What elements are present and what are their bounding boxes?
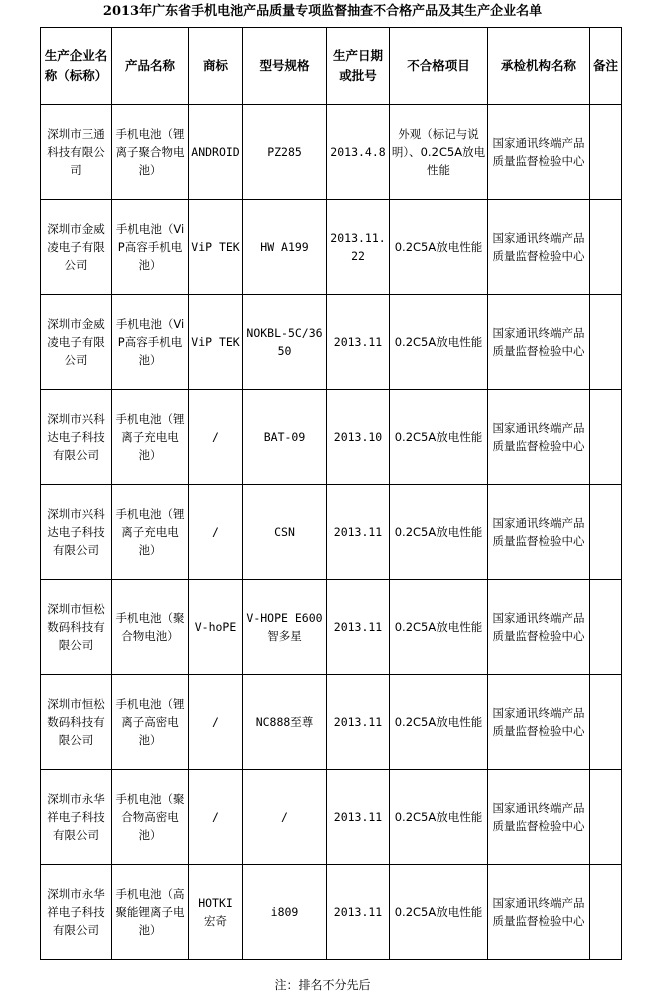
company-cell: 深圳市金威凌电子有限公司 — [41, 200, 112, 295]
defect-cell: 0.2C5A放电性能 — [390, 295, 488, 390]
brand-cell: ANDROID — [189, 105, 243, 200]
table-row — [41, 770, 622, 865]
company-cell: 深圳市恒松数码科技有限公司 — [41, 580, 112, 675]
remark-cell — [590, 295, 622, 390]
brand-cell: ViP TEK — [189, 295, 243, 390]
remark-cell — [590, 580, 622, 675]
agency-cell: 国家通讯终端产品质量监督检验中心 — [488, 865, 590, 960]
company-cell: 深圳市兴科达电子科技有限公司 — [41, 390, 112, 485]
model-cell: i809 — [243, 865, 327, 960]
remark-cell — [590, 200, 622, 295]
model-cell: BAT-09 — [243, 390, 327, 485]
date-cell: 2013.11 — [327, 770, 390, 865]
defect-cell: 0.2C5A放电性能 — [390, 200, 488, 295]
table-row — [41, 295, 622, 390]
remark-cell — [590, 675, 622, 770]
brand-cell: V-hoPE — [189, 580, 243, 675]
product-cell: 手机电池（锂离子聚合物电池） — [112, 105, 189, 200]
date-cell: 2013.11 — [327, 675, 390, 770]
remark-cell — [590, 770, 622, 865]
header-defect: 不合格项目 — [390, 28, 488, 105]
defect-cell: 0.2C5A放电性能 — [390, 485, 488, 580]
header-brand: 商标 — [189, 28, 243, 105]
brand-cell: / — [189, 770, 243, 865]
product-cell: 手机电池（锂离子充电电池） — [112, 485, 189, 580]
agency-cell: 国家通讯终端产品质量监督检验中心 — [488, 675, 590, 770]
header-date: 生产日期或批号 — [327, 28, 390, 105]
model-cell: CSN — [243, 485, 327, 580]
company-cell: 深圳市永华祥电子科技有限公司 — [41, 770, 112, 865]
agency-cell: 国家通讯终端产品质量监督检验中心 — [488, 580, 590, 675]
brand-cell: ViP TEK — [189, 200, 243, 295]
model-cell: NOKBL-5C/3650 — [243, 295, 327, 390]
remark-cell — [590, 105, 622, 200]
product-cell: 手机电池（锂离子充电电池） — [112, 390, 189, 485]
table-row — [41, 390, 622, 485]
defect-cell: 外观（标记与说明）、0.2C5A放电性能 — [390, 105, 488, 200]
table-row — [41, 485, 622, 580]
company-cell: 深圳市金威凌电子有限公司 — [41, 295, 112, 390]
company-cell: 深圳市恒松数码科技有限公司 — [41, 675, 112, 770]
date-cell: 2013.11 — [327, 580, 390, 675]
product-cell: 手机电池（ViP高容手机电池） — [112, 200, 189, 295]
defect-cell: 0.2C5A放电性能 — [390, 770, 488, 865]
header-model: 型号规格 — [243, 28, 327, 105]
table-row — [41, 200, 622, 295]
model-cell: HW A199 — [243, 200, 327, 295]
company-cell: 深圳市三通科技有限公司 — [41, 105, 112, 200]
product-cell: 手机电池（锂离子高密电池） — [112, 675, 189, 770]
model-cell: V-HOPE E600智多星 — [243, 580, 327, 675]
defect-cell: 0.2C5A放电性能 — [390, 865, 488, 960]
agency-cell: 国家通讯终端产品质量监督检验中心 — [488, 105, 590, 200]
date-cell: 2013.11 — [327, 865, 390, 960]
footnote: 注：排名不分先后 — [274, 978, 371, 992]
table-row — [41, 865, 622, 960]
agency-cell: 国家通讯终端产品质量监督检验中心 — [488, 770, 590, 865]
noncompliant-products-table — [40, 27, 622, 960]
agency-cell: 国家通讯终端产品质量监督检验中心 — [488, 485, 590, 580]
brand-cell: HOTKI 宏奇 — [189, 865, 243, 960]
brand-cell: / — [189, 390, 243, 485]
defect-cell: 0.2C5A放电性能 — [390, 675, 488, 770]
company-cell: 深圳市永华祥电子科技有限公司 — [41, 865, 112, 960]
date-cell: 2013.11.22 — [327, 200, 390, 295]
agency-cell: 国家通讯终端产品质量监督检验中心 — [488, 390, 590, 485]
brand-cell: / — [189, 675, 243, 770]
remark-cell — [590, 390, 622, 485]
brand-cell: / — [189, 485, 243, 580]
remark-cell — [590, 485, 622, 580]
document-title: 2013年广东省手机电池产品质量专项监督抽查不合格产品及其生产企业名单 — [102, 4, 543, 19]
date-cell: 2013.4.8 — [327, 105, 390, 200]
model-cell: PZ285 — [243, 105, 327, 200]
header-company: 生产企业名称（标称） — [41, 28, 112, 105]
header-product: 产品名称 — [112, 28, 189, 105]
agency-cell: 国家通讯终端产品质量监督检验中心 — [488, 295, 590, 390]
product-cell: 手机电池（高聚能锂离子电池） — [112, 865, 189, 960]
product-cell: 手机电池（ViP高容手机电池） — [112, 295, 189, 390]
model-cell: / — [243, 770, 327, 865]
header-remark: 备注 — [590, 28, 622, 105]
agency-cell: 国家通讯终端产品质量监督检验中心 — [488, 200, 590, 295]
table-row — [41, 580, 622, 675]
company-cell: 深圳市兴科达电子科技有限公司 — [41, 485, 112, 580]
date-cell: 2013.10 — [327, 390, 390, 485]
product-cell: 手机电池（聚合物电池） — [112, 580, 189, 675]
defect-cell: 0.2C5A放电性能 — [390, 580, 488, 675]
table-row — [41, 675, 622, 770]
header-agency: 承检机构名称 — [488, 28, 590, 105]
product-cell: 手机电池（聚合物高密电池） — [112, 770, 189, 865]
defect-cell: 0.2C5A放电性能 — [390, 390, 488, 485]
table-row — [41, 105, 622, 200]
date-cell: 2013.11 — [327, 485, 390, 580]
date-cell: 2013.11 — [327, 295, 390, 390]
remark-cell — [590, 865, 622, 960]
model-cell: NC888至尊 — [243, 675, 327, 770]
table-header-row — [41, 28, 622, 105]
